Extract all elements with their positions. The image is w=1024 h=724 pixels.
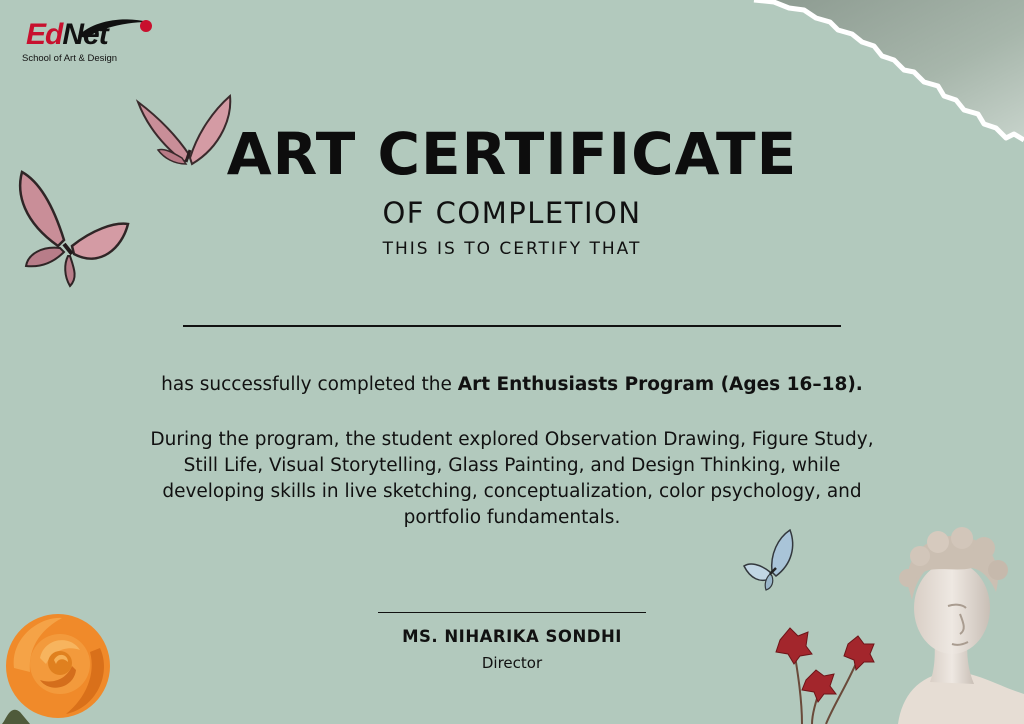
program-description: During the program, the student explored Observation Drawing, Figure Study, Still Life, Visual Storytelling, Glass Painting, and Design Thinking, while developing skills in live sketching, conceptualization, color psychology, and portfolio fundamentals. [150, 429, 874, 528]
completion-prefix: has successfully completed the [161, 374, 458, 395]
certificate-subtitle: OF COMPLETION [382, 196, 642, 230]
completion-statement [0, 373, 1024, 397]
certificate-title: ART CERTIFICATE [226, 120, 798, 188]
signatory-title: Director [481, 654, 543, 672]
ednet-logo [22, 16, 142, 68]
logo-subtitle: School of Art & Design [22, 53, 118, 64]
blue-butterfly-icon [742, 528, 802, 592]
program-name: Art Enthusiasts Program (Ages 16–18). [457, 374, 863, 395]
recipient-name-line [183, 325, 841, 327]
signature-line [378, 612, 646, 613]
statue-bust-icon [878, 526, 1024, 724]
logo-ed-text: Ed [26, 18, 63, 51]
signatory-name: MS. NIHARIKA SONDHI [402, 627, 622, 646]
certify-statement: THIS IS TO CERTIFY THAT [382, 239, 642, 259]
logo-wordmark [26, 18, 108, 52]
logo-net-text: Net [62, 18, 108, 51]
